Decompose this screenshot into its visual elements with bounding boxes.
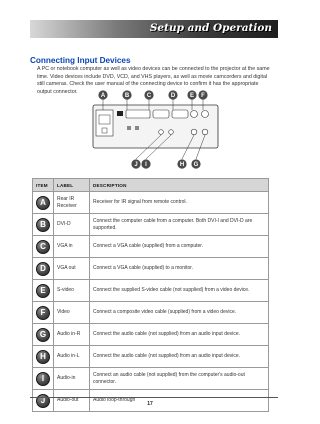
label-cell: Audio-in xyxy=(54,368,90,390)
top-callouts xyxy=(98,90,207,99)
description-cell: Connect the audio cable (not supplied) from an audio input device. xyxy=(90,324,269,346)
callout-d: D xyxy=(170,93,176,100)
item-badge: B xyxy=(36,218,50,232)
callout-i: I xyxy=(145,162,147,169)
audio-out-port xyxy=(159,130,164,135)
table-row xyxy=(33,280,269,302)
callout-h: H xyxy=(179,162,185,169)
item-badge: J xyxy=(36,394,50,408)
video-port xyxy=(202,111,209,118)
table-row xyxy=(33,368,269,390)
description-cell: Connect a composite video cable (supplied) from a video device. xyxy=(90,302,269,324)
label-cell: VGA in xyxy=(54,236,90,258)
bottom-callouts xyxy=(131,159,200,168)
callout-f: F xyxy=(201,93,205,100)
table-row xyxy=(33,236,269,258)
description-cell: Connect the supplied S-video cable (not supplied) from a video device. xyxy=(90,280,269,302)
description-cell: Receiver for IR signal from remote control. xyxy=(90,192,269,214)
label-cell: Audio in-L xyxy=(54,346,90,368)
connector-panel-diagram xyxy=(30,88,278,172)
item-badge: I xyxy=(36,372,50,386)
item-badge: H xyxy=(36,350,50,364)
table-header-row xyxy=(33,179,269,192)
description-cell: Connect a VGA cable (supplied) to a monitor. xyxy=(90,258,269,280)
label-cell: Rear IR Receiver xyxy=(54,192,90,214)
callout-g: G xyxy=(193,162,199,169)
header-title: Setup and Operation xyxy=(149,22,272,34)
table-row xyxy=(33,192,269,214)
header-item: ITEM xyxy=(33,179,54,192)
ports-table xyxy=(32,178,269,412)
table-row xyxy=(33,214,269,236)
item-badge: F xyxy=(36,306,50,320)
description-cell: Connect the computer cable from a computer. Both DVI-I and DVI-D are supported. xyxy=(90,214,269,236)
item-badge: D xyxy=(36,262,50,276)
label-cell: Video xyxy=(54,302,90,324)
item-badge: G xyxy=(36,328,50,342)
table-row xyxy=(33,346,269,368)
item-badge: C xyxy=(36,240,50,254)
callout-b: B xyxy=(124,93,130,100)
audio-in-r-port xyxy=(202,129,208,135)
footer-divider xyxy=(30,397,278,398)
callout-e: E xyxy=(189,93,195,100)
table-row xyxy=(33,302,269,324)
item-badge: A xyxy=(36,196,50,210)
section-title: Connecting Input Devices xyxy=(30,56,131,65)
label-cell: VGA out xyxy=(54,258,90,280)
description-cell: Connect a VGA cable (supplied) from a computer. xyxy=(90,236,269,258)
intro-paragraph: A PC or notebook computer as well as video devices can be connected to the projector at the same time. Video devices include DVD, VCD, and VHS players, as well as movie camcorders and digital still cameras. Check the user manual of the connecting device to confirm it has the appropriate output connector. xyxy=(37,66,270,95)
audio-in-l-port xyxy=(191,129,197,135)
power-socket xyxy=(96,110,113,136)
label-cell: DVI-D xyxy=(54,214,90,236)
connector-panel-svg xyxy=(30,88,278,172)
ir-receiver-port xyxy=(117,111,123,116)
vga-in-port xyxy=(153,110,169,118)
callout-j: J xyxy=(134,162,138,169)
table-row xyxy=(33,258,269,280)
description-cell: Audio loop-through xyxy=(90,390,269,412)
s-video-port xyxy=(191,111,198,118)
label-cell: Audio-out xyxy=(54,390,90,412)
callout-a: A xyxy=(100,93,106,100)
page-number: 17 xyxy=(147,401,153,407)
vga-out-port xyxy=(172,110,188,118)
callout-c: C xyxy=(146,93,152,100)
item-badge: E xyxy=(36,284,50,298)
table-row xyxy=(33,324,269,346)
audio-in-port xyxy=(169,130,174,135)
header-description: DESCRIPTION xyxy=(90,179,269,192)
header-label: LABEL xyxy=(54,179,90,192)
label-cell: S-video xyxy=(54,280,90,302)
label-cell: Audio in-R xyxy=(54,324,90,346)
description-cell: Connect an audio cable (not supplied) from the computer's audio-out connector. xyxy=(90,368,269,390)
dvi-port xyxy=(126,110,150,118)
description-cell: Connect the audio cable (not supplied) from an audio input device. xyxy=(90,346,269,368)
header-bar xyxy=(30,20,278,38)
